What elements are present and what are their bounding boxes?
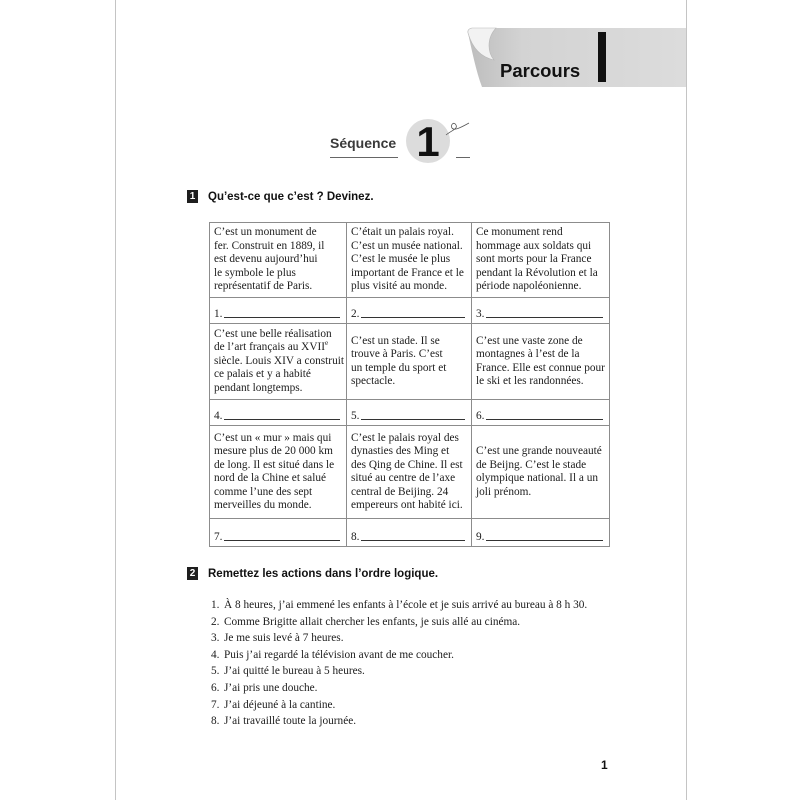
actions-list (211, 597, 587, 730)
list-item-text: J’ai quitté le bureau à 5 heures. (224, 665, 365, 678)
sequence-tail-line (456, 157, 470, 158)
clue-line: est devenu aujourd’hui (214, 253, 318, 266)
clue-line: important de France et le (351, 266, 464, 279)
clue-line: ce palais et y a habité (214, 368, 311, 381)
list-item-number: 5. (211, 665, 220, 678)
list-item (211, 647, 587, 664)
list-item (211, 597, 587, 614)
list-item-number: 2. (211, 615, 220, 628)
clue-cell-3 (472, 223, 610, 298)
clue-line: France. Elle est connue pour (476, 361, 605, 374)
clue-cell-9 (472, 426, 610, 519)
list-item (211, 697, 587, 714)
list-item-number: 4. (211, 648, 220, 661)
clue-line: C’est le musée le plus (351, 253, 451, 266)
answer-cell-9 (472, 519, 610, 547)
clue-line: C’est un musée national. (351, 239, 463, 252)
list-item (211, 680, 587, 697)
clue-line: le ski et les randonnées. (476, 375, 584, 387)
clue-line: mesure plus de 20 000 km (214, 445, 333, 457)
clue-line: C’est une belle réalisation (214, 327, 332, 340)
clue-line: représentatif de Paris. (214, 280, 313, 293)
answer-cell-6 (472, 400, 610, 426)
clue-cell-7 (210, 426, 347, 519)
list-item-text: J’ai déjeuné à la cantine. (224, 698, 336, 711)
list-item-number: 7. (211, 698, 220, 711)
clue-line: C’est un monument de (214, 226, 317, 239)
century-superscript: e (325, 339, 329, 348)
section-1-number-box: 1 (187, 190, 198, 203)
clue-line: nord de la Chine et salué (214, 472, 326, 484)
clue-line: spectacle. (351, 375, 396, 387)
answer-label: 1. (214, 307, 223, 320)
table-row (210, 223, 610, 298)
clue-line: merveilles du monde. (214, 499, 312, 511)
answer-blank-line (486, 419, 603, 420)
answer-blank-line (224, 317, 340, 318)
guess-table (209, 222, 610, 547)
answer-label: 6. (476, 409, 485, 422)
answer-label: 3. (476, 307, 485, 320)
list-item-text: J’ai travaillé toute la journée. (224, 715, 357, 728)
answer-label: 7. (214, 530, 223, 543)
clue-line: olympique national. Il a un (476, 472, 599, 484)
answer-label: 9. (476, 530, 485, 543)
list-item-number: 1. (211, 599, 220, 611)
clue-line: fer. Construit en 1889, il (214, 239, 325, 252)
answer-blank-line (486, 540, 603, 541)
list-item-text: Puis j’ai regardé la télévision avant de me coucher. (224, 648, 454, 661)
answer-cell-1 (210, 298, 347, 324)
answer-row (210, 298, 610, 324)
list-item-text: Comme Brigitte allait chercher les enfants, je suis allé au cinéma. (224, 615, 521, 628)
clue-line: période napoléonienne. (476, 280, 582, 293)
list-item-text: À 8 heures, j’ai emmené les enfants à l’école et je suis arrivé au bureau à 8 h 30. (224, 599, 588, 611)
clue-line: central de Beijing. 24 (351, 485, 449, 498)
answer-blank-line (361, 419, 465, 420)
answer-cell-5 (347, 400, 472, 426)
clue-cell-1 (210, 223, 347, 298)
clue-cell-4 (210, 324, 347, 400)
list-item-number: 6. (211, 681, 220, 694)
clue-line: dynasties des Ming et (351, 445, 450, 457)
answer-blank-line (224, 540, 340, 541)
clue-line: pendant la Révolution et la (476, 266, 598, 279)
table-row (210, 426, 610, 519)
answer-blank-line (361, 317, 465, 318)
page-number: 1 (601, 758, 608, 772)
clue-line: situé au centre de l’axe (351, 472, 456, 484)
clue-line: comme l’une des sept (214, 485, 313, 498)
clue-line-text: de l’art français au XVII (214, 341, 326, 354)
clue-line: C’est une vaste zone de (476, 334, 583, 347)
answer-label: 5. (351, 409, 360, 422)
clue-cell-2 (347, 223, 472, 298)
list-item-number: 3. (211, 632, 220, 645)
answer-cell-2 (347, 298, 472, 324)
clue-line: sont morts pour la France (476, 253, 592, 266)
table-row (210, 324, 610, 400)
answer-row (210, 400, 610, 426)
clue-line: C’est une grande nouveauté (476, 445, 602, 457)
clue-cell-6 (472, 324, 610, 400)
answer-row (210, 519, 610, 547)
list-item (211, 630, 587, 647)
answer-label: 2. (351, 307, 360, 320)
list-item-number: 8. (211, 715, 220, 728)
clue-cell-5 (347, 324, 472, 400)
list-item (211, 713, 587, 730)
answer-blank-line (361, 540, 465, 541)
clue-line: C’est le palais royal des (351, 431, 459, 444)
clue-line (214, 341, 342, 355)
clue-line: plus visité au monde. (351, 280, 448, 293)
clue-line: hommage aux soldats qui (476, 239, 592, 252)
sequence-label: Séquence (330, 135, 397, 151)
section-1-title: Qu’est-ce que c’est ? Devinez. (208, 191, 374, 203)
squiggle-decoration-icon (440, 118, 472, 140)
answer-label: 4. (214, 409, 223, 422)
clue-line: joli prénom. (476, 485, 532, 498)
section-2-title: Remettez les actions dans l’ordre logique. (208, 568, 439, 580)
header-tab-label: Parcours (500, 60, 581, 81)
clue-line: montagnes à l’est de la (476, 348, 580, 360)
clue-line: C’est un stade. Il se (351, 334, 440, 347)
clue-line: empereurs ont habité ici. (351, 499, 463, 511)
sequence-number: 1 (416, 118, 440, 165)
list-item (211, 614, 587, 631)
answer-cell-8 (347, 519, 472, 547)
clue-line: Ce monument rend (476, 226, 563, 239)
list-item-text: J’ai pris une douche. (224, 681, 318, 694)
clue-line: le symbole le plus (214, 266, 296, 279)
section-2-number-box: 2 (187, 567, 198, 580)
clue-cell-8 (347, 426, 472, 519)
clue-line: des Qing de Chine. Il est (351, 458, 463, 471)
clue-line: C’est un « mur » mais qui (214, 431, 332, 444)
clue-line: siècle. Louis XIV a construit (214, 354, 344, 367)
answer-label: 8. (351, 530, 360, 543)
sequence-underline (330, 157, 398, 158)
answer-cell-3 (472, 298, 610, 324)
clue-line: C’était un palais royal. (351, 226, 454, 239)
clue-line: trouve à Paris. C’est (351, 348, 443, 360)
answer-blank-line (224, 419, 340, 420)
clue-line: un temple du sport et (351, 361, 447, 374)
answer-cell-7 (210, 519, 347, 547)
clue-line: de Beijng. C’est le stade (476, 458, 587, 471)
list-item (211, 663, 587, 680)
list-item-text: Je me suis levé à 7 heures. (224, 632, 344, 645)
clue-line: de long. Il est situé dans le (214, 458, 335, 471)
clue-line: pendant longtemps. (214, 381, 303, 394)
answer-cell-4 (210, 400, 347, 426)
header-tab-bar (598, 32, 606, 82)
answer-blank-line (486, 317, 603, 318)
